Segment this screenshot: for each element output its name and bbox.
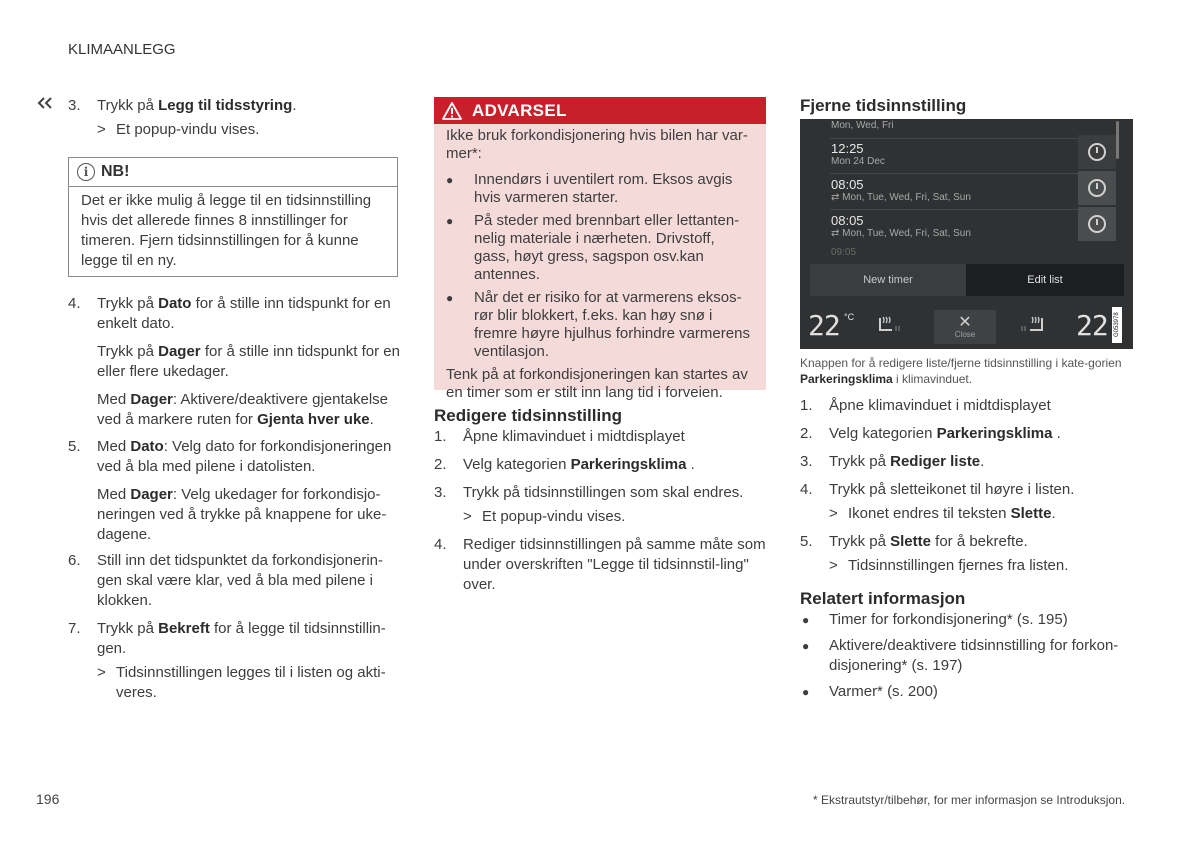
edit-heading: Redigere tidsinnstilling	[434, 406, 622, 425]
timer-row-3-time: 08:05	[831, 213, 864, 228]
warning-title: ADVARSEL	[472, 100, 567, 120]
remove-step-1: 1. Åpne klimavinduet i midtdisplayet	[800, 397, 1051, 414]
step-7-result: > Tidsinnstillingen legges til i listen og akti-veres.	[97, 664, 386, 701]
warning-icon	[442, 102, 462, 120]
new-timer-button[interactable]: New timer	[810, 264, 966, 296]
previous-page-icon[interactable]	[36, 96, 54, 110]
note-title: NB!	[101, 163, 130, 180]
warning-outro: Tenk på at forkondisjoneringen kan startes av en timer som er stilt inn lang tid i forveien.	[446, 366, 748, 401]
warning-bullet: ● På steder med brennbart eller lettanten-nelig materiale i nærheten. Drivstoff, gass, høyt gress, sagspon osv.kan antennes.	[446, 212, 740, 283]
step-4: 4. Trykk på Dato for å stille inn tidspunkt for en enkelt dato. Trykk på Dager for å stille inn tidspunkt for en eller flere ukedager. Med Dager: Aktivere/deaktivere gjentakelse ved å markere ruten for Gjenta hver uke.	[68, 295, 400, 428]
clock-icon	[1088, 143, 1106, 161]
page-number: 196	[36, 791, 60, 807]
info-icon: i	[77, 163, 95, 181]
note-box	[68, 157, 398, 277]
remove-steps	[800, 396, 1133, 576]
remove-heading: Fjerne tidsinnstilling	[800, 96, 967, 115]
step-6: 6. Still inn det tidspunktet da forkondisjonerin-gen skal være klar, ved å bla med pilene i klokken.	[68, 552, 383, 609]
edit-step-2: 2. Velg kategorien Parkeringsklima .	[434, 456, 695, 473]
timer-row-bottom: 09:05	[831, 247, 857, 258]
delete-timer-button[interactable]	[1078, 207, 1116, 241]
related-link[interactable]: ● Timer for forkondisjonering* (s. 195)	[802, 611, 1068, 628]
warning-bullet: ● Innendørs i uventilert rom. Eksos avgis hvis varmeren starter.	[446, 171, 733, 206]
remove-step-4: 4. Trykk på sletteikonet til høyre i listen. > Ikonet endres til teksten Slette.	[800, 481, 1075, 522]
delete-timer-button[interactable]	[1078, 135, 1116, 169]
related-list	[800, 610, 1133, 702]
clock-icon	[1088, 179, 1106, 197]
edit-step-4: 4. Rediger tidsinnstillingen på samme måte som under overskriften "Legge til tidsinnstil-ling" over.	[434, 536, 766, 593]
edit-list-button[interactable]: Edit list	[966, 264, 1124, 296]
delete-timer-button[interactable]	[1078, 171, 1116, 205]
warning-box	[434, 97, 766, 401]
step-7: 7. Trykk på Bekreft for å legge til tidsinnstillin-gen. > Tidsinnstillingen legges til i listen og akti-veres.	[68, 619, 400, 703]
close-button[interactable]: ✕ Close	[934, 310, 996, 344]
image-caption: Knappen for å redigere liste/fjerne tidsinnstilling i kate-gorien Parkeringsklima i klimavinduet.	[800, 356, 1122, 386]
edit-steps	[434, 427, 766, 595]
timer-row-2-time: 08:05	[831, 177, 864, 192]
related-link[interactable]: ● Aktivere/deaktivere tidsinnstilling for forkon-disjonering* (s. 197)	[802, 637, 1119, 674]
image-id: G053978	[1112, 307, 1122, 343]
display-screenshot	[800, 119, 1133, 349]
note-text: Det er ikke mulig å legge til en tidsinnstilling hvis det allerede finnes 8 innstillinger for timeren. Fjern tidsinnstillingen for å kunne legge til en ny.	[81, 192, 372, 269]
related-link[interactable]: ● Varmer* (s. 200)	[802, 683, 938, 700]
temperature-right[interactable]: 22	[1076, 309, 1108, 342]
related-heading: Relatert informasjon	[800, 589, 966, 608]
edit-step-1: 1. Åpne klimavinduet i midtdisplayet	[434, 428, 685, 445]
section-title: KLIMAANLEGG	[68, 41, 176, 58]
seat-heat-right-icon[interactable]	[1020, 315, 1046, 335]
temperature-unit: °C	[844, 312, 855, 322]
warning-intro: Ikke bruk forkondisjonering hvis bilen har var-mer*:	[446, 127, 748, 162]
seat-heat-left-icon[interactable]	[876, 315, 896, 333]
remove-step-3: 3. Trykk på Rediger liste.	[800, 453, 985, 470]
temperature-left[interactable]: 22	[808, 309, 840, 342]
close-icon: ✕	[958, 314, 972, 331]
timer-row-2-sub: ⇄ Mon, Tue, Wed, Fri, Sat, Sun	[831, 192, 971, 203]
remove-step-5: 5. Trykk på Slette for å bekrefte. > Tidsinnstillingen fjernes fra listen.	[800, 533, 1069, 574]
remove-step-2: 2. Velg kategorien Parkeringsklima .	[800, 425, 1061, 442]
edit-step-3: 3. Trykk på tidsinnstillingen som skal endres. > Et popup-vindu vises.	[434, 484, 744, 525]
timer-row-1-time: 12:25	[831, 141, 864, 156]
step-5: 5. Med Dato: Velg dato for forkondisjoneringen ved å bla med pilene i datolisten. Med Dager: Velg ukedager for forkondisjo-neringen ved å trykke på knappene for uke-dagene.	[68, 438, 392, 543]
step-3-result: > Et popup-vindu vises.	[97, 121, 260, 138]
timer-row-top: Mon, Wed, Fri	[831, 120, 894, 131]
step-3: 3. Trykk på Legg til tidsstyring. > Et popup-vindu vises.	[68, 96, 398, 140]
warning-bullet: ● Når det er risiko for at varmerens eksos-rør blir blokkert, f.eks. kan høy snø i fremre høyre hjulhus forhindre varmerens ventilasjon.	[446, 289, 750, 360]
scrollbar[interactable]	[1116, 121, 1119, 159]
timer-row-1-sub: Mon 24 Dec	[831, 156, 885, 167]
footnote: * Ekstrautstyr/tilbehør, for mer informasjon se Introduksjon.	[813, 793, 1126, 807]
timer-row-3-sub: ⇄ Mon, Tue, Wed, Fri, Sat, Sun	[831, 228, 971, 239]
clock-icon	[1088, 215, 1106, 233]
